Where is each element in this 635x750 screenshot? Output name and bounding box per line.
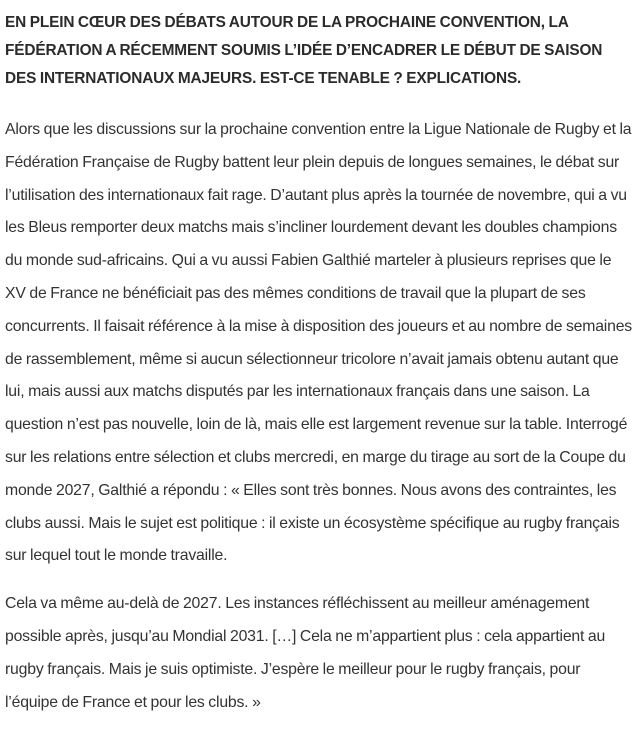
article-body xyxy=(5,0,633,719)
article-lead: EN PLEIN CŒUR DES DÉBATS AUTOUR DE LA PROCHAINE CONVENTION, LA FÉDÉRATION A RÉCEMMENT SOUMIS L’IDÉE D’ENCADRER LE DÉBUT DE SAISON DES INTERNATIONAUX MAJEURS. EST-CE TENABLE ? EXPLICATIONS. xyxy=(5,14,603,87)
article-paragraph-1: Alors que les discussions sur la prochaine convention entre la Ligue Nationale de Rugby et la Fédération Française de Rugby battent leur plein depuis de longues semaines, le débat sur l’utilisation des internationaux fait rage. D’autant plus après la tournée de novembre, qui a vu les Bleus remporter deux matchs mais s’incliner lourdement devant les doubles champions du monde sud-africains. Qui a vu aussi Fabien Galthié marteler à plusieurs reprises que le XV de France ne bénéficiait pas des mêmes conditions de travail que la plupart de ses concurrents. Il faisait référence à la mise à disposition des joueurs et au nombre de semaines de rassemblement, même si aucun sélectionneur tricolore n’avait jamais obtenu autant que lui, mais aussi aux matchs disputés par les internationaux français dans une saison. La question n’est pas nouvelle, loin de là, mais elle est largement revenue sur la table. Interrogé sur les relations entre sélection et clubs mercredi, en marge du tirage au sort de la Coupe du monde 2027, Galthié a répondu : « Elles sont très bonnes. Nous avons des contraintes, les clubs aussi. Mais le sujet est politique : il existe un écosystème spécifique au rugby français sur lequel tout le monde travaille. xyxy=(5,121,632,565)
article-paragraph-2: Cela va même au-delà de 2027. Les instances réfléchissent au meilleur aménagement possible après, jusqu’au Mondial 2031. […] Cela ne m’appartient plus : cela appartient au rugby français. Mais je suis optimiste. J’espère le meilleur pour le rugby français, pour l’équipe de France et pour les clubs. » xyxy=(5,595,606,711)
